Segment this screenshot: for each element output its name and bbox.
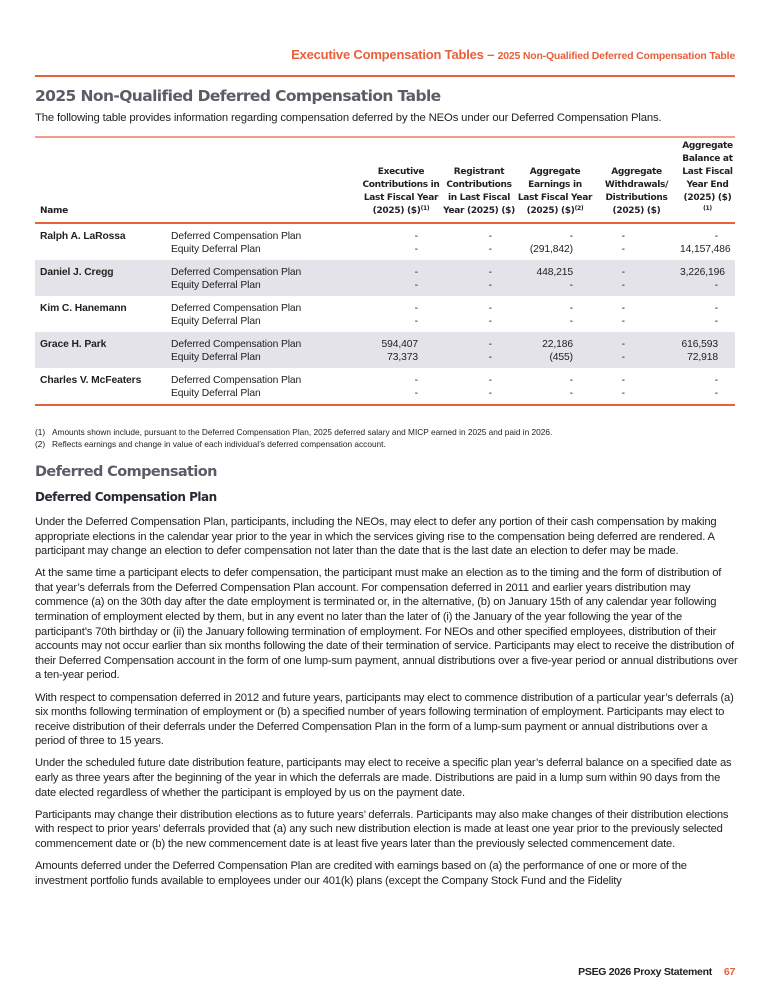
cell-earn <box>517 296 593 332</box>
plan-name: Deferred Compensation Plan <box>171 375 302 386</box>
value-bal: 14,157,486 <box>680 244 731 255</box>
value-reg: - <box>488 244 492 255</box>
cell-exec <box>361 260 441 296</box>
value-reg: - <box>488 303 492 314</box>
cell-reg <box>441 332 517 368</box>
cell-bal <box>680 223 735 260</box>
cell-exec <box>361 223 441 260</box>
plan-name: Deferred Compensation Plan <box>171 267 302 278</box>
value-exec: - <box>414 316 418 327</box>
plan-name: Equity Deferral Plan <box>171 316 261 327</box>
value-earn: - <box>569 388 573 399</box>
value-bal: 72,918 <box>687 352 718 363</box>
plan-name: Equity Deferral Plan <box>171 352 261 363</box>
neo-name: Grace H. Park <box>40 339 107 350</box>
col-header-name: Name <box>40 206 68 216</box>
paragraph: Under the scheduled future date distribution feature, participants may elect to receive a specific plan year’s deferral balance on a specified date as early as three years after the beginning of the year in which the deferrals are made. Distributions are paid in a lump sum within 90 days from the date elected regardless of whether the participant is employed by us on the payment date. <box>35 757 732 799</box>
cell-earn <box>517 260 593 296</box>
value-withd: - <box>621 352 625 363</box>
intro-text: The following table provides information regarding compensation deferred by the NEOs under our Deferred Compensation Plans. <box>35 112 662 124</box>
page-title: 2025 Non-Qualified Deferred Compensation Table <box>35 87 441 105</box>
value-bal: 616,593 <box>681 339 718 350</box>
plan-name: Equity Deferral Plan <box>171 388 261 399</box>
plan-names <box>171 260 361 296</box>
cell-reg <box>441 296 517 332</box>
cell-earn <box>517 332 593 368</box>
cell-earn <box>517 223 593 260</box>
value-withd: - <box>621 375 625 386</box>
neo-name: Charles V. McFeaters <box>40 375 142 386</box>
value-withd: - <box>621 316 625 327</box>
value-earn: - <box>569 280 573 291</box>
value-withd: - <box>621 303 625 314</box>
value-bal: - <box>714 388 718 399</box>
running-header-section: Executive Compensation Tables – <box>291 47 495 62</box>
plan-name: Deferred Compensation Plan <box>171 231 302 242</box>
value-exec: - <box>414 267 418 278</box>
table-row <box>35 296 735 332</box>
cell-reg <box>441 223 517 260</box>
neo-name: Kim C. Hanemann <box>40 303 127 314</box>
value-withd: - <box>621 339 625 350</box>
value-exec: - <box>414 388 418 399</box>
table-top-divider <box>35 136 735 138</box>
value-reg: - <box>488 231 492 242</box>
cell-bal <box>680 332 735 368</box>
cell-earn <box>517 368 593 405</box>
value-earn: 448,215 <box>536 267 573 278</box>
value-reg: - <box>488 375 492 386</box>
value-earn: - <box>569 303 573 314</box>
cell-withd <box>593 223 680 260</box>
cell-withd <box>593 296 680 332</box>
cell-withd <box>593 332 680 368</box>
cell-reg <box>441 260 517 296</box>
value-earn: - <box>569 231 573 242</box>
publication-name: PSEG 2026 Proxy Statement <box>578 966 712 978</box>
value-exec: - <box>414 280 418 291</box>
cell-exec <box>361 296 441 332</box>
value-earn: - <box>569 375 573 386</box>
neo-name: Daniel J. Cregg <box>40 267 114 278</box>
cell-bal <box>680 260 735 296</box>
value-bal: 3,226,196 <box>680 267 725 278</box>
cell-exec <box>361 368 441 405</box>
paragraph: Participants may change their distribution elections as to future years’ deferrals. Participants may also make changes of their distribution elections with respect to prior years’ deferrals provided that (a) any such new distribution election is made at least one year prior to the previously selected commencement date or (b) the new commencement date is at least five years later than the previously selected commencement date. <box>35 808 729 850</box>
value-bal: - <box>714 280 718 291</box>
value-bal: - <box>714 316 718 327</box>
value-exec: 594,407 <box>381 339 418 350</box>
running-header-subsection: 2025 Non-Qualified Deferred Compensation Table <box>497 50 735 62</box>
value-withd: - <box>621 280 625 291</box>
cell-reg <box>441 368 517 405</box>
value-exec: - <box>414 303 418 314</box>
table-row <box>35 332 735 368</box>
value-reg: - <box>488 316 492 327</box>
value-exec: - <box>414 244 418 255</box>
page-footer <box>578 966 735 978</box>
value-earn: 22,186 <box>542 339 573 350</box>
col-header-balance: Aggregate Balance at Last Fiscal Year End (2025) ($)$^{(1)}$ <box>682 141 733 212</box>
table-row <box>35 260 735 296</box>
table-row <box>35 368 735 405</box>
page-number: 67 <box>723 966 735 978</box>
value-withd: - <box>621 244 625 255</box>
value-exec: - <box>414 375 418 386</box>
paragraph: At the same time a participant elects to defer compensation, the participant must make an election as to the timing and the form of distribution of that year’s deferrals from the Deferred Compensation Plan account. For compensation deferred in 2011 and earlier years distribution may commence (a) on the 30th day after the date employment is terminated or, in the alternative, (b) on January 15th of any calendar year following termination of employment elected by them, but in any event no later than the later of (i) the January of the year following the year of the participant’s 70th birthday or (ii) the January following termination of employment. For NEOs and other specified employees, distribution of their accounts may not occur earlier than six months following the date of their termination of service. Participants may elect to receive the distribution of their Deferred Compensation account in the form of one lump-sum payment, annual distributions over a five-year period or annual distributions over a ten-year period. <box>35 567 738 682</box>
col-header-registrant: Registrant Contributions in Last Fiscal Year (2025) ($) <box>443 167 515 216</box>
value-reg: - <box>488 339 492 350</box>
cell-bal <box>680 368 735 405</box>
value-reg: - <box>488 267 492 278</box>
value-bal: - <box>714 303 718 314</box>
plan-names <box>171 332 361 368</box>
cell-withd <box>593 368 680 405</box>
value-withd: - <box>621 388 625 399</box>
cell-bal <box>680 296 735 332</box>
value-exec: - <box>414 231 418 242</box>
paragraph: With respect to compensation deferred in 2012 and future years, participants may elect to commence distribution of a particular year’s deferrals (a) six months following termination of employment or (b) a specified number of years following termination of employment. Participants may elect to receive distribution of their deferrals under the Deferred Compensation Plan in the form of a lump-sum payment or annual distributions over a period of three to 15 years. <box>35 691 734 748</box>
table-row <box>35 223 735 260</box>
cell-withd <box>593 260 680 296</box>
footnote-2: (2) Reflects earnings and change in value of each individual’s deferred compensation account. <box>35 439 386 449</box>
plan-names <box>171 223 361 260</box>
value-reg: - <box>488 388 492 399</box>
plan-names <box>171 368 361 405</box>
plan-name: Equity Deferral Plan <box>171 244 261 255</box>
value-withd: - <box>621 231 625 242</box>
table-header-row <box>35 140 735 223</box>
value-bal: - <box>714 375 718 386</box>
header-divider <box>35 75 735 77</box>
section-title: Deferred Compensation <box>35 464 217 480</box>
plan-name: Deferred Compensation Plan <box>171 303 302 314</box>
value-bal: - <box>714 231 718 242</box>
footnote-1: (1) Amounts shown include, pursuant to the Deferred Compensation Plan, 2025 deferred salary and MICP earned in 2025 and paid in 2026. <box>35 427 553 437</box>
deferred-compensation-table <box>35 140 735 406</box>
value-earn: (455) <box>549 352 573 363</box>
value-reg: - <box>488 280 492 291</box>
value-withd: - <box>621 267 625 278</box>
value-reg: - <box>488 352 492 363</box>
plan-name: Equity Deferral Plan <box>171 280 261 291</box>
plan-names <box>171 296 361 332</box>
value-earn: - <box>569 316 573 327</box>
col-header-exec: Executive Contributions in Last Fiscal Year (2025) ($)$^{(1)}$ <box>362 167 440 216</box>
subsection-title: Deferred Compensation Plan <box>35 490 217 504</box>
paragraph: Under the Deferred Compensation Plan, participants, including the NEOs, may elect to defer any portion of their cash compensation by making appropriate elections in the calendar year prior to the year in which the services giving rise to the compensation being deferred are rendered. A participant may change an election to defer compensation not later than the date that is the last date an election to defer may be made. <box>35 516 717 558</box>
plan-name: Deferred Compensation Plan <box>171 339 302 350</box>
body-text <box>35 515 740 896</box>
neo-name: Ralph A. LaRossa <box>40 231 126 242</box>
cell-exec <box>361 332 441 368</box>
value-exec: 73,373 <box>387 352 418 363</box>
running-header <box>291 47 735 62</box>
col-header-withdrawals: Aggregate Withdrawals/ Distributions (2025) ($) <box>604 167 669 216</box>
paragraph: Amounts deferred under the Deferred Compensation Plan are credited with earnings based on (a) the performance of one or more of the investment portfolio funds available to employees under our 401(k) plans (except the Company Stock Fund and the Fidelity <box>35 859 687 887</box>
col-header-earnings: Aggregate Earnings in Last Fiscal Year (2025) ($)$^{(2)}$ <box>517 167 593 216</box>
value-earn: (291,842) <box>529 244 573 255</box>
